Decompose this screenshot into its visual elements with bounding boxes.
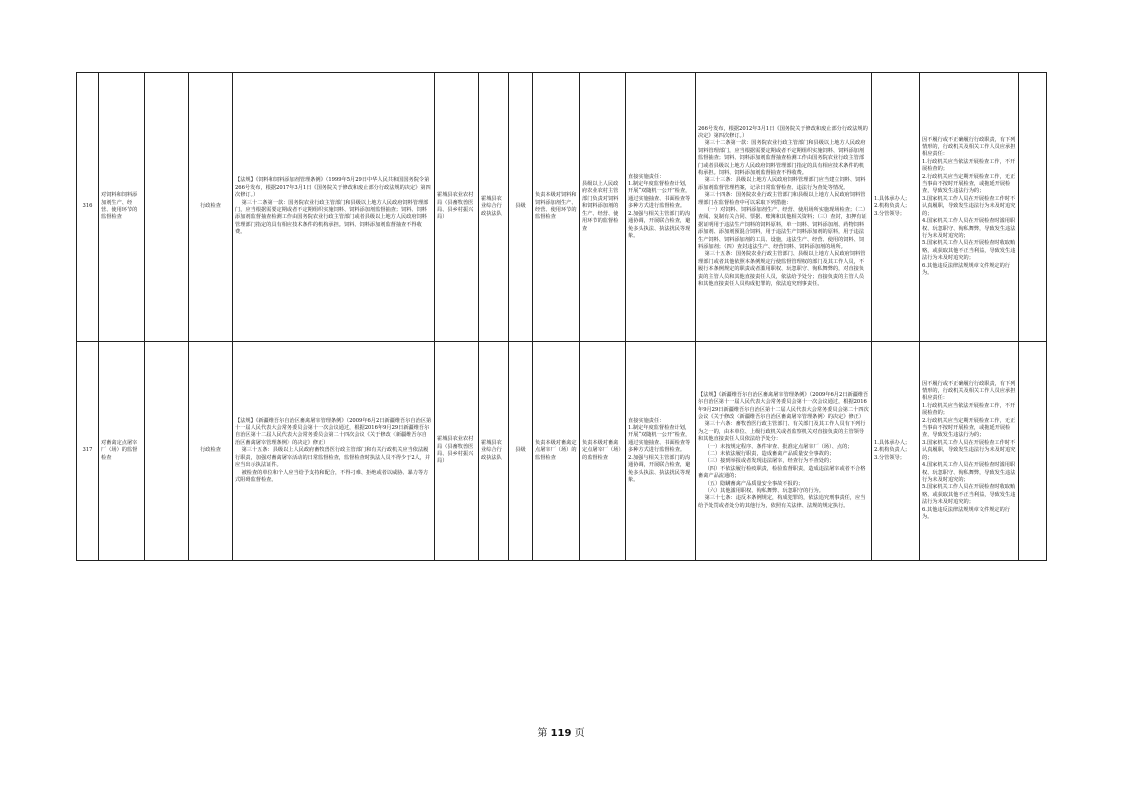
duty-division: 负责本级对畜禽定点屠宰厂（场）的监督检查 xyxy=(580,342,626,561)
implementing-agency: 霍城县农业农村局（县畜牧兽医局、县乡村振兴局） xyxy=(435,342,479,561)
page-number: 119 xyxy=(550,728,572,739)
row-number: 317 xyxy=(77,342,99,561)
responsible-persons: 1.具体承办人； 2.机构负责人； 3.分管领导； xyxy=(872,73,920,342)
item-name: 对饲料和饲料添加剂生产、经营、使用环节的监督检查 xyxy=(99,73,145,342)
executing-unit: 霍城县农业综合行政执法队 xyxy=(479,342,509,561)
page-prefix: 第 xyxy=(537,728,548,739)
item-category: 行政检查 xyxy=(189,73,233,342)
responsibility-table xyxy=(76,72,1047,561)
admin-level: 县级 xyxy=(509,73,533,342)
accountability: 因不履行或不正确履行行政职责，有下列情形的，行政机关及相关工作人员应承担相应责任： 1.行政机关应当依法开展检查工作，不开展检查的； 2.行政机关应当定期开展检查工作，无正当事由不按时开展检查，或拖延开展检查，导致发生违法行为的； 3.国家机关工作人员在开展检查工作时不认真履职，导致发生违法行为未及时追究的； 4.国家机关工作人员在开展检查时滥用职权、玩忽职守、徇私舞弊，导致发生违法行为未及时追究的； 5.国家机关工作人员在开展检查时收取贿赂，或获取其他不正当利益，导致发生违法行为未及时追究的； 6.其他违反法律法规规章文件规定的行为。 xyxy=(920,73,1019,342)
page-suffix: 页 xyxy=(574,728,585,739)
duty-legal-basis: 【法规】《新疆维吾尔自治区畜禽屠宰管理条例》（2009年6月2日新疆维吾尔自治区第十一届人民代表大会常务委员会第十一次会议通过，根据2016年9月29日新疆维吾尔自治区第十二届人民代表大会常务委员会第二十四次会议《关于修改〈新疆维吾尔自治区畜禽屠宰管理条例〉的决定》修正） 第三十六条：畜牧兽医行政主管部门、有关部门及其工作人员有下列行为之一的，由本单位、上级行政机关或者监察机关对直接负责的主管领导和其他直接责任人员依法给予处分： （一）未按规定程序、条件审查、批准定点屠宰厂（场）、点的； （二）未依法履行职责，造成畜禽产品质量安全事故的； （三）接到举报或者发现违法屠宰，经查行为不查处的； （四）不依法履行检疫职责，检验监督职责，造成违法屠宰或者不合格畜禽产品流通的； （五）隐瞒畜禽产品质量安全事故不报的； （六）其他滥用职权、徇私舞弊、玩忽职守的行为。 第三十七条：违反本条例规定，构成犯罪的，依法追究刑事责任，应当给予处罚或者处分的其他行为，依照有关法律、法规的规定执行。 xyxy=(696,342,872,561)
table-row xyxy=(77,342,1047,561)
duty-subject: 负责本级对畜禽定点屠宰厂（场）的监督检查 xyxy=(533,342,580,561)
implementing-agency: 霍城县农业农村局（县畜牧兽医局、县乡村振兴局） xyxy=(435,73,479,342)
duty-subject: 负责本级对饲料和饲料添加剂生产、经营、使用环节的监督检查 xyxy=(533,73,580,342)
duty-division: 县级以上人民政府农业农村主管部门负责对饲料和饲料添加剂的生产、经营、使用环节的监督检查 xyxy=(580,73,626,342)
legal-basis: 【法规】《饲料和饲料添加剂管理条例》（1999年5月29日中华人民共和国国务院令第266号发布，根据2017年3月1日《国务院关于修改和废止部分行政法规的决定》第四次修订。） 第三十二条第一款：国务院农业行政主管部门和县级以上地方人民政府饲料管理部门，应当根据需要定期或者不定期组织实施饲料、饲料添加剂监督抽查；饲料、饲料添加剂监督抽查检测工作由国务院农业行政主管部门或者县级以上地方人民政府饲料管理部门指定的具有相应技术条件的机构承担。饲料、饲料添加剂监督抽查不得收费。 xyxy=(233,73,435,342)
duty-items: 直接实施责任： 1.制定年度监督检查计划，开展“双随机一公开”检查，通过实施抽查、书面检查等多种方式进行监督检查。 2.加强与相关主管部门的沟通协调，开展联合检查，避免多头执法、执法扰民等现象。 xyxy=(626,73,696,342)
legal-basis: 【法规】《新疆维吾尔自治区畜禽屠宰管理条例》（2009年6月2日新疆维吾尔自治区第十一届人民代表大会常务委员会第十一次会议通过，根据2016年9月29日新疆维吾尔自治区第十二届人民代表大会常务委员会第二十四次会议《关于修改〈新疆维吾尔自治区畜禽屠宰管理条例〉的决定》修正） 第三十五条：县级以上人民政府畜牧兽医行政主管部门和有关行政机关应当依法履行职责，加强对畜禽屠宰活动的日常监督检查，监督检查时执法人员不得少于2人，并应当出示执法证件。 被检查的单位和个人应当给予支持和配合，不得刁难、拒绝或者以威胁、暴力等方式阻碍监督检查。 xyxy=(233,342,435,561)
row-number: 316 xyxy=(77,73,99,342)
sub-item xyxy=(145,342,189,561)
remark xyxy=(1019,342,1047,561)
admin-level: 县级 xyxy=(509,342,533,561)
page-number-footer xyxy=(0,728,1122,740)
item-category: 行政检查 xyxy=(189,342,233,561)
duty-legal-basis: 266号发布，根据2012年3月1日《国务院关于修改和废止部分行政法规的决定》第四次修订。） 第三十二条第一款：国务院农业行政主管部门和县级以上地方人民政府饲料管理部门，应当根据需要定期或者不定期组织实施饲料、饲料添加剂监督抽查；饲料、饲料添加剂监督抽查检测工作由国务院农业行政主管部门或者县级以上地方人民政府饲料管理部门指定的具有相应技术条件的机构承担。饲料、饲料添加剂监督抽查不得收费。 第三十三条：县级以上地方人民政府饲料管理部门应当建立饲料、饲料添加剂监督管理档案，记录日常监督检查、违法行为查处等情况。 第三十四条：国务院农业行政主管部门和县级以上地方人民政府饲料管理部门在监督检查中可以采取下列措施： （一）对饲料、饲料添加剂生产、经营、使用场所实施现场检查；（二）查阅、复制有关合同、票据、账簿和其他相关资料；（三）查封，扣押有证据证明用于违法生产饲料的饲料原料，单一饲料、饲料添加剂、药物饲料添加剂、添加剂预混合饲料，用于违法生产饲料添加剂的原料，用于违法生产饲料、饲料添加剂的工具、设施，违法生产、经营、使用的饲料、饲料添加剂；（四）查封违法生产、经营饲料、饲料添加剂的场所。 第三十五条：国务院农业行政主管部门、县级以上地方人民政府饲料管理部门或者其他依照本条例规定行使监督管理权的部门及其工作人员，不履行本条例规定的职责或者滥用职权、玩忽职守、徇私舞弊的，对直接负责的主管人员和其他直接责任人员，依法给予处分；直接负责的主管人员和其他直接责任人员构成犯罪的，依法追究刑事责任。 xyxy=(696,73,872,342)
remark xyxy=(1019,73,1047,342)
sub-item xyxy=(145,73,189,342)
executing-unit: 霍城县农业综合行政执法队 xyxy=(479,73,509,342)
item-name: 对畜禽定点屠宰厂（场）的监督检查 xyxy=(99,342,145,561)
table-row xyxy=(77,73,1047,342)
duty-items: 直接实施责任： 1.制定年度监督检查计划，开展“双随机一公开”检查，通过实施抽查、书面检查等多种方式进行监督检查。 2.加强与相关主管部门的沟通协调，开展联合检查，避免多头执法、执法扰民等现象。 xyxy=(626,342,696,561)
responsible-persons: 1.具体承办人； 2.机构负责人； 3.分管领导； xyxy=(872,342,920,561)
accountability: 因不履行或不正确履行行政职责，有下列情形的，行政机关及相关工作人员应承担相应责任： 1.行政机关应当依法开展检查工作，不开展检查的； 2.行政机关应当定期开展检查工作，无正当事由不按时开展检查，或拖延开展检查，导致发生违法行为的； 3.国家机关工作人员在开展检查工作时不认真履职，导致发生违法行为未及时追究的； 4.国家机关工作人员在开展检查时滥用职权、玩忽职守、徇私舞弊，导致发生违法行为未及时追究的； 5.国家机关工作人员在开展检查时收取贿赂，或获取其他不正当利益，导致发生违法行为未及时追究的； 6.其他违反法律法规规章文件规定的行为。 xyxy=(920,342,1019,561)
